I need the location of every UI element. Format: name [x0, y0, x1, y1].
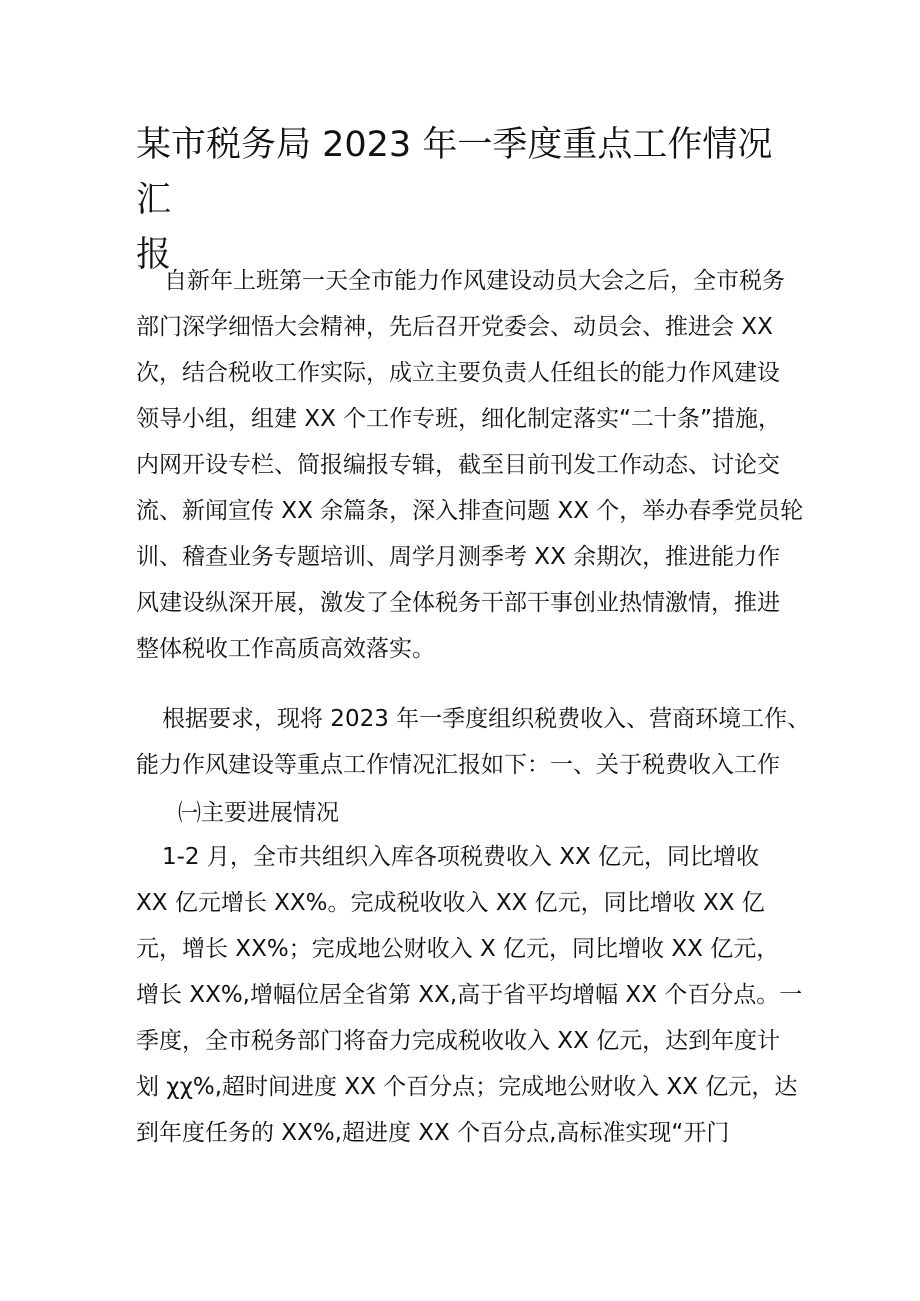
paragraph-line: 增长 XX%,增幅位居全省第 XX,高于省平均增幅 XX 个百分点。一 — [136, 982, 803, 1008]
paragraph-line: 到年度任务的 XX%,超进度 XX 个百分点,高标准实现“开门 — [136, 1120, 730, 1146]
paragraph-line: 领导小组，组建 XX 个工作专班，细化制定落实“二十条”措施， — [136, 406, 781, 432]
paragraph-line: 自新年上班第一天全市能力作风建设动员大会之后，全市税务 — [164, 268, 785, 294]
paragraph-line: 训、稽查业务专题培训、周学月测季考 XX 余期次，推进能力作 — [136, 544, 781, 570]
section-subheading — [136, 790, 796, 836]
paragraph-line: XX 亿元增长 XX%。完成税收收入 XX 亿元，同比增收 XX 亿 — [136, 890, 765, 916]
title-line-2: 报 — [136, 235, 172, 275]
paragraph-line: 1-2 月，全市共组织入库各项税费收入 XX 亿元，同比增收 — [162, 844, 760, 870]
paragraph-line: 部门深学细悟大会精神，先后召开党委会、动员会、推进会 XX — [136, 314, 773, 340]
paragraph-intro — [136, 258, 804, 672]
paragraph-line: 根据要求，现将 2023 年一季度组织税费收入、营商环境工作、 — [162, 706, 811, 732]
paragraph-line: 风建设纵深开展，激发了全体税务干部干事创业热情激情，推进 — [136, 590, 780, 616]
paragraph-line: 能力作风建设等重点工作情况汇报如下：一、关于税费收入工作 — [136, 752, 780, 778]
paragraph-line: 元，增长 XX%；完成地公财收入 X 亿元，同比增收 XX 亿元， — [136, 936, 780, 962]
paragraph-line: 划 χχ%,超时间进度 XX 个百分点；完成地公财收入 XX 亿元，达 — [136, 1074, 798, 1100]
paragraph-line: 整体税收工作高质高效落实。 — [136, 636, 435, 662]
paragraph-line: 季度，全市税务部门将奋力完成税收收入 XX 亿元，达到年度计 — [136, 1028, 781, 1054]
paragraph-line: 内网开设专栏、简报编报专辑，截至目前刊发工作动态、讨论交 — [136, 452, 780, 478]
paragraph-line: 次，结合税收工作实际，成立主要负责人任组长的能力作风建设 — [136, 360, 780, 386]
paragraph-line: 流、新闻宣传 XX 余篇条，深入排查问题 XX 个，举办春季党员轮 — [136, 498, 804, 524]
subheading-text: ㈠主要进展情况 — [178, 800, 339, 826]
title-line-1: 某市税务局 2023 年一季度重点工作情况汇 — [136, 125, 773, 220]
paragraph-requirements — [136, 696, 811, 788]
paragraph-progress — [136, 834, 803, 1156]
